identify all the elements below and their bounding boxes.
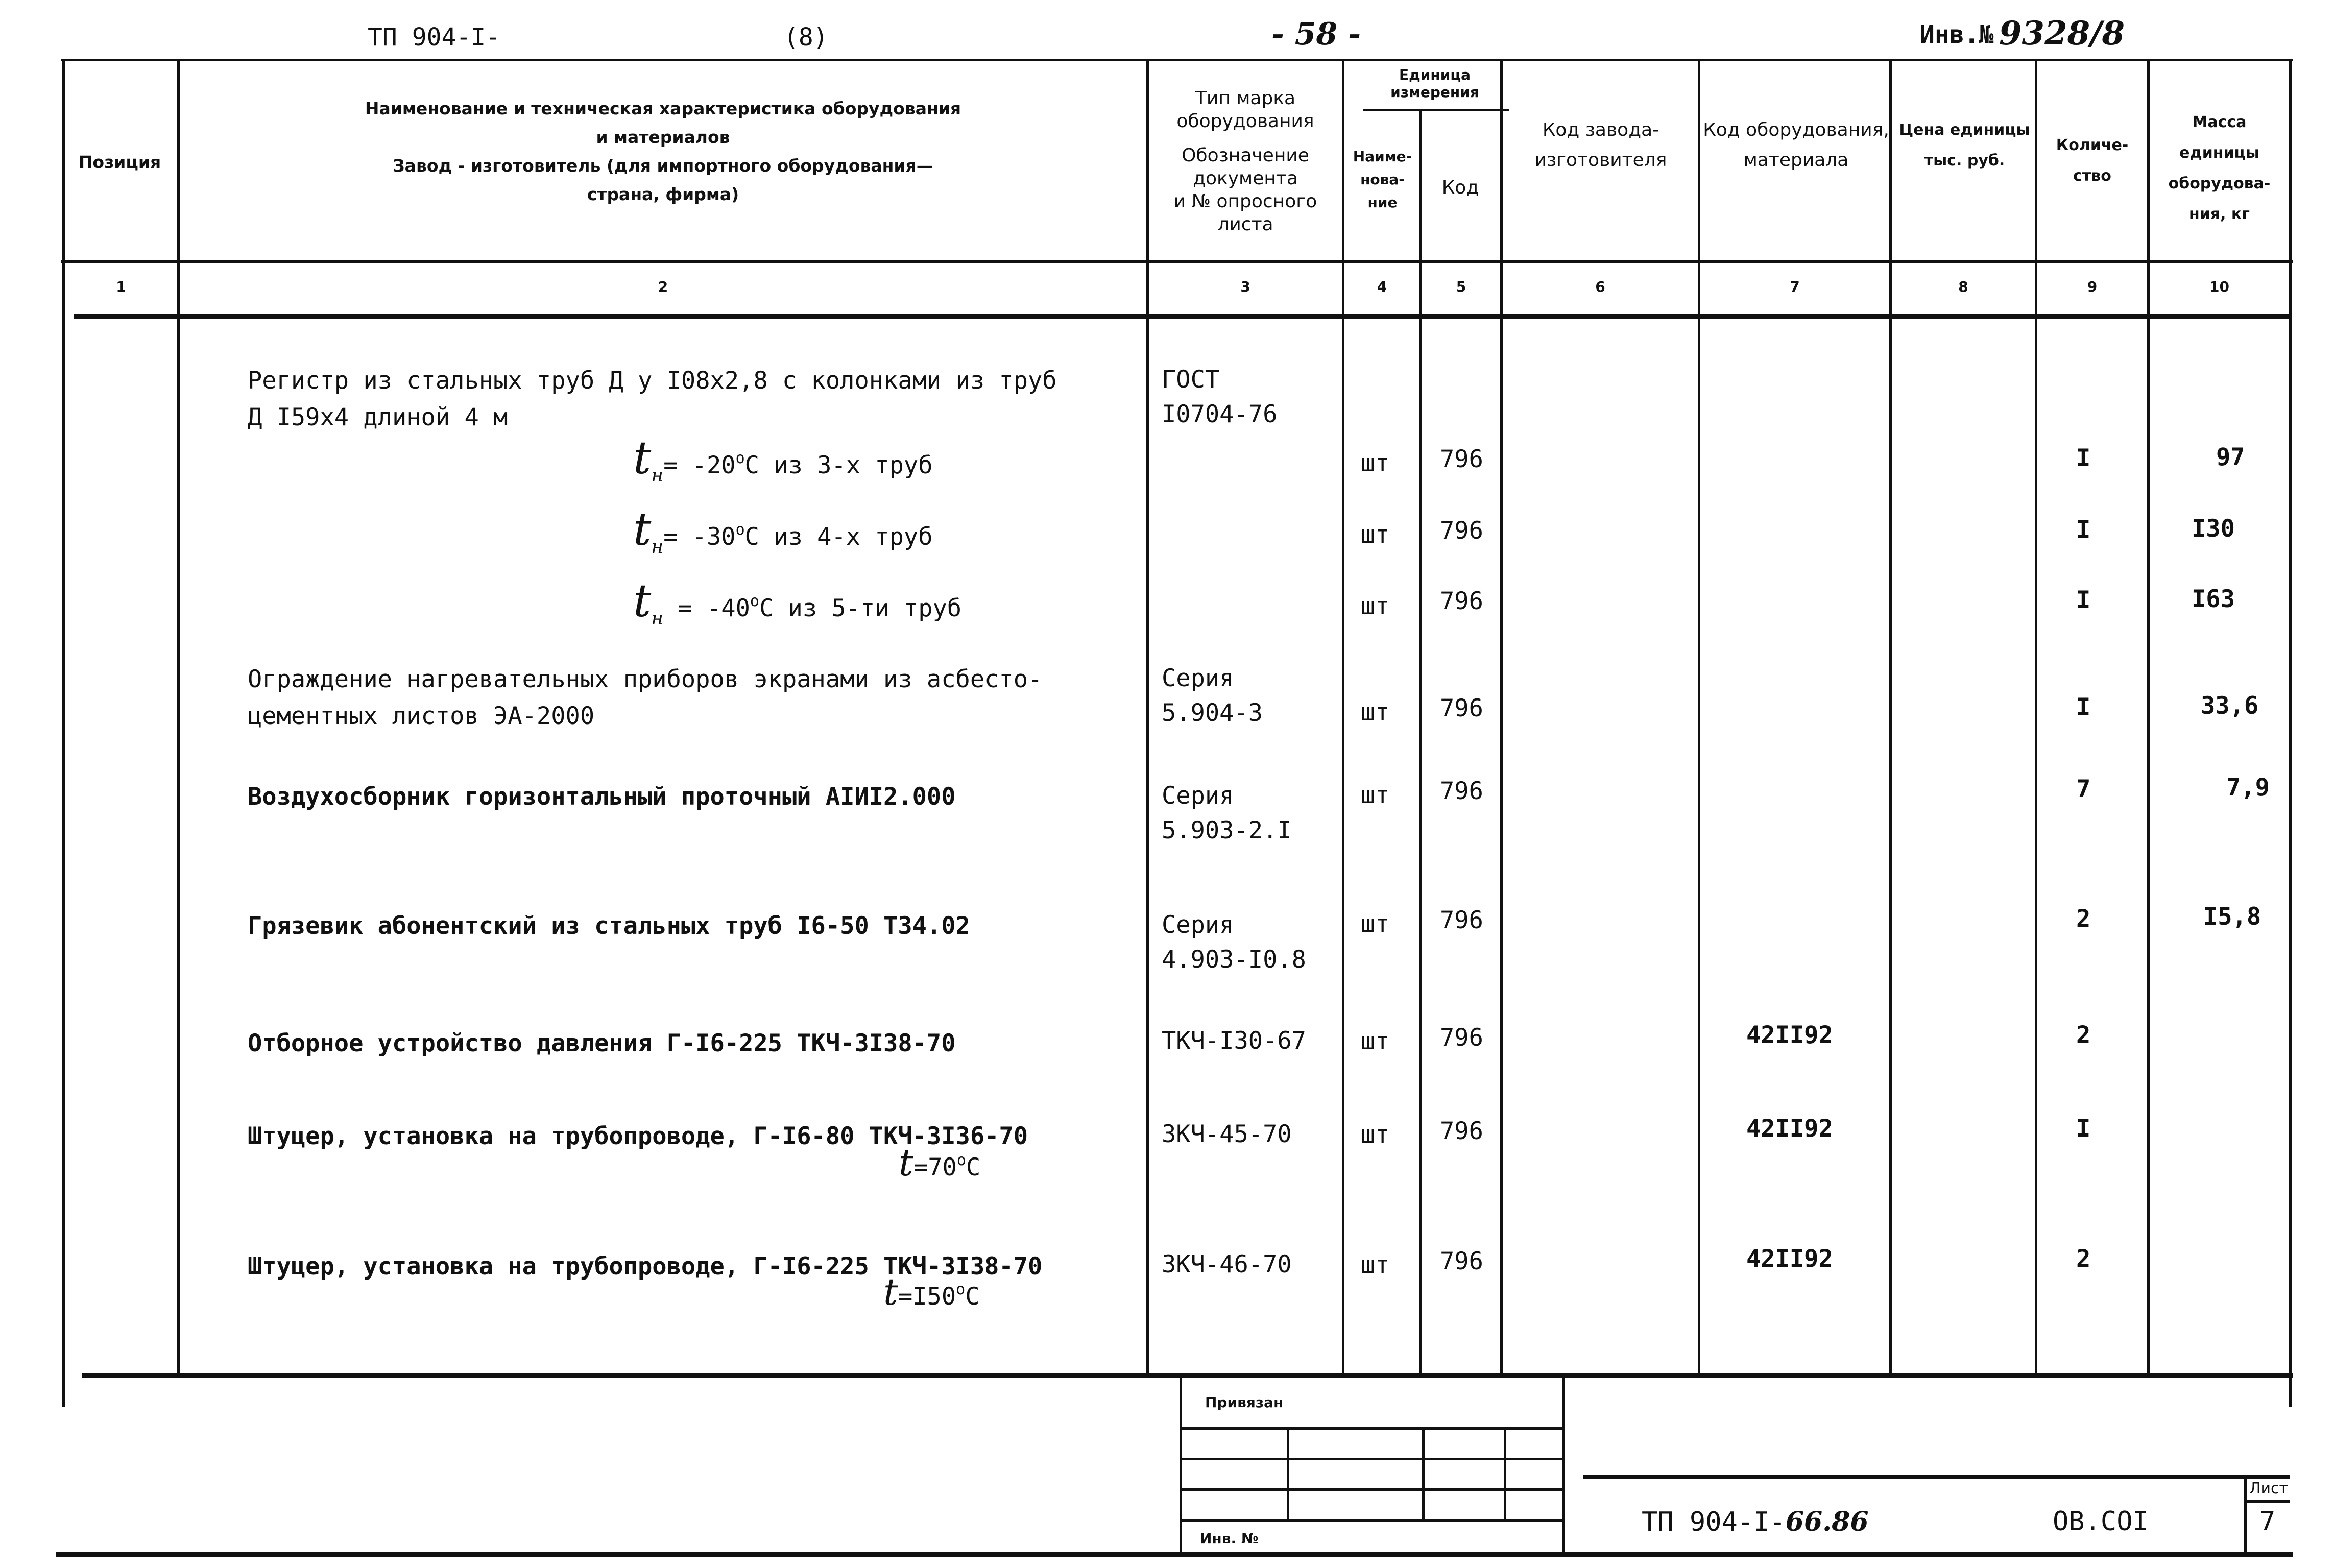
row-1a-rest: С из 3-х труб xyxy=(744,451,933,479)
attached-label: Привязан xyxy=(1205,1394,1284,1411)
row-1b-index: н xyxy=(651,537,664,558)
row-7-qty: 2 xyxy=(2076,1245,2091,1273)
row-7-temp: =I50 xyxy=(898,1283,956,1311)
row-1b-code: 796 xyxy=(1440,517,1483,545)
top-doc-series: ТП 904-I- xyxy=(368,23,501,52)
header-name-line-1: Наименование и техническая характеристика оборудования xyxy=(365,99,961,118)
row-7-doc: ЗКЧ-46-70 xyxy=(1162,1250,1292,1278)
row-6-condition xyxy=(899,1141,980,1184)
stamp-left-border xyxy=(1180,1376,1182,1555)
column-number-8: 8 xyxy=(1958,278,1968,295)
row-2-name: Ограждение нагревательных приборов экранами из асбесто- цементных листов ЭА-2000 xyxy=(248,665,1043,730)
row-6-doc: ЗКЧ-45-70 xyxy=(1162,1120,1292,1148)
row-6-name: Штуцер, установка на трубопроводе, Г-I6-80 ТКЧ-3I36-70 xyxy=(248,1122,1028,1150)
column-number-9: 9 xyxy=(2087,278,2098,295)
row-7-code: 796 xyxy=(1440,1247,1483,1275)
column-number-10: 10 xyxy=(2209,278,2229,295)
row-1b-t: t xyxy=(633,503,652,556)
row-1a-unit: шт xyxy=(1361,449,1390,477)
row-7-t: t xyxy=(883,1270,898,1313)
row-1b-qty: I xyxy=(2076,516,2091,544)
row-1b-mass: I30 xyxy=(2192,515,2235,543)
page-number: - 58 - xyxy=(1271,16,1361,52)
col-divider-2 xyxy=(1146,59,1149,1376)
row-6-unit: шт xyxy=(1361,1121,1390,1149)
row-2-unit: шт xyxy=(1361,698,1390,727)
header-type-line-1: Тип марка xyxy=(1195,88,1296,109)
row-1c-code: 796 xyxy=(1440,587,1483,615)
header-plant-code: Код завода- изготовителя xyxy=(1534,119,1667,171)
sheet-number: 7 xyxy=(2259,1506,2276,1537)
row-7-unit: шт xyxy=(1361,1251,1390,1279)
table-bottom-line xyxy=(82,1373,2293,1378)
stamp-line-4 xyxy=(1180,1519,1562,1522)
header-doc-line-1: Обозначение xyxy=(1182,145,1309,166)
title-block-line xyxy=(1583,1475,2290,1479)
row-7-material-code: 42II92 xyxy=(1746,1245,1833,1273)
col-divider-8 xyxy=(2035,59,2037,1376)
header-doc-line-2: документа xyxy=(1193,168,1298,189)
col-divider-5 xyxy=(1500,59,1503,1376)
column-number-5: 5 xyxy=(1456,278,1466,295)
page-bottom-line xyxy=(56,1552,2293,1557)
inventory-no-label: Инв. № xyxy=(1200,1530,1259,1547)
row-6-rest: С xyxy=(966,1153,981,1181)
row-1b-unit: шт xyxy=(1361,521,1390,549)
sheet-label: Лист xyxy=(2249,1480,2289,1498)
col-divider-6 xyxy=(1698,59,1700,1376)
row-4-doc: Серия 4.903-I0.8 xyxy=(1162,911,1306,974)
row-3-unit: шт xyxy=(1361,781,1390,809)
row-1c-t: t xyxy=(633,574,652,627)
row-7-name: Штуцер, установка на трубопроводе, Г-I6-225 ТКЧ-3I38-70 xyxy=(248,1252,1043,1281)
row-3-mass: 7,9 xyxy=(2226,774,2270,802)
row-1c-unit: шт xyxy=(1361,592,1390,620)
stamp-col-1 xyxy=(1287,1427,1289,1519)
row-2-code: 796 xyxy=(1440,694,1483,722)
row-1c-rest: С из 5-ти труб xyxy=(759,594,962,622)
row-1a-code: 796 xyxy=(1440,445,1483,473)
row-1a-degree: о xyxy=(735,449,745,467)
unit-group-line xyxy=(1363,109,1509,111)
table-top-border xyxy=(61,59,2293,61)
doc-code-base: ТП 904-I- xyxy=(1642,1507,1786,1537)
header-unit-name: Наиме- нова- ние xyxy=(1353,148,1412,211)
header-mass: Масса единицы оборудова- ния, кг xyxy=(2168,113,2271,223)
section-code: ОВ.СОI xyxy=(2053,1506,2149,1537)
row-1b-rest: С из 4-х труб xyxy=(744,523,933,551)
row-1-name: Регистр из стальных труб Д у I08х2,8 с колонками из труб Д I59х4 длиной 4 м xyxy=(248,367,1057,431)
row-5-name: Отборное устройство давления Г-I6-225 ТКЧ-3I38-70 xyxy=(248,1029,956,1057)
row-3-doc: Серия 5.903-2.I xyxy=(1162,782,1292,845)
stamp-right-border xyxy=(1562,1376,1565,1555)
row-7-degree: о xyxy=(956,1281,966,1298)
row-2-doc: Серия 5.904-3 xyxy=(1162,664,1263,727)
column-number-6: 6 xyxy=(1595,278,1605,295)
row-1a-qty: I xyxy=(2076,444,2091,472)
sheet-box-border xyxy=(2244,1475,2247,1554)
header-doc-line-3: и № опросного xyxy=(1173,191,1317,212)
row-1a-index: н xyxy=(651,465,664,486)
row-1c-mass: I63 xyxy=(2192,585,2235,613)
row-3-code: 796 xyxy=(1440,777,1483,805)
col-divider-1 xyxy=(177,59,180,1376)
row-3-qty: 7 xyxy=(2076,775,2091,803)
header-price: Цена единицы тыс. руб. xyxy=(1899,121,2030,170)
row-6-qty: I xyxy=(2076,1115,2091,1143)
row-1a-t: t xyxy=(633,431,652,484)
column-number-3: 3 xyxy=(1240,278,1250,295)
sheet-box-line xyxy=(2244,1500,2290,1503)
row-5-material-code: 42II92 xyxy=(1746,1021,1833,1049)
header-unit-group: Единица измерения xyxy=(1390,66,1479,101)
row-4-code: 796 xyxy=(1440,906,1483,934)
row-1b-degree: о xyxy=(735,521,745,539)
header-name-line-4: страна, фирма) xyxy=(587,184,739,205)
header-bottom-line xyxy=(61,260,2293,263)
row-2-qty: I xyxy=(2076,693,2091,721)
row-1a-mass: 97 xyxy=(2216,443,2245,471)
row-1c-qty: I xyxy=(2076,586,2091,614)
row-6-degree: о xyxy=(956,1151,966,1169)
row-6-material-code: 42II92 xyxy=(1746,1115,1833,1143)
stamp-col-3 xyxy=(1504,1427,1506,1519)
inventory-number: 9328/8 xyxy=(1999,14,2125,53)
col-divider-3 xyxy=(1342,59,1344,1376)
row-1a-temp: = -20 xyxy=(663,451,736,479)
row-5-code: 796 xyxy=(1440,1024,1483,1052)
column-number-line xyxy=(74,314,2290,319)
row-4-name: Грязевик абонентский из стальных труб I6-50 Т34.02 xyxy=(248,912,970,940)
header-equipment-code: Код оборудования, материала xyxy=(1703,119,1889,171)
row-7-rest: С xyxy=(965,1283,980,1311)
row-1c-degree: о xyxy=(750,592,759,610)
row-1-doc: ГОСТ I0704-76 xyxy=(1162,366,1278,428)
left-border xyxy=(62,59,65,1407)
row-6-t: t xyxy=(899,1141,913,1184)
column-number-1: 1 xyxy=(116,278,126,295)
row-1b-condition xyxy=(633,503,933,558)
row-5-unit: шт xyxy=(1361,1027,1390,1055)
row-6-code: 796 xyxy=(1440,1117,1483,1145)
doc-code xyxy=(1642,1506,1869,1537)
row-3-name: Воздухосборник горизонтальный проточный АIИI2.000 xyxy=(248,783,956,811)
col-divider-7 xyxy=(1889,59,1892,1376)
doc-code-suffix: 66.86 xyxy=(1785,1506,1869,1537)
col-divider-9 xyxy=(2147,59,2150,1376)
row-5-doc: ТКЧ-I30-67 xyxy=(1162,1027,1306,1055)
header-position: Позиция xyxy=(78,152,161,172)
header-name-line-3: Завод - изготовитель (для импортного оборудования— xyxy=(393,156,933,176)
row-1c-index: н xyxy=(651,608,664,629)
row-1c-temp: = -40 xyxy=(663,594,750,622)
inventory-label: Инв.№ xyxy=(1920,20,1994,49)
row-7-condition xyxy=(883,1270,979,1313)
row-6-temp: =70 xyxy=(913,1153,957,1181)
row-5-qty: 2 xyxy=(2076,1021,2091,1049)
header-name-line-2: и материалов xyxy=(596,127,730,148)
row-1b-temp: = -30 xyxy=(663,523,736,551)
header-unit-code: Код xyxy=(1441,177,1479,198)
column-number-7: 7 xyxy=(1790,278,1800,295)
stamp-col-2 xyxy=(1422,1427,1425,1519)
header-type-line-2: оборудования xyxy=(1176,111,1314,132)
col-divider-4 xyxy=(1419,109,1422,1375)
right-border xyxy=(2289,59,2292,1407)
row-4-unit: шт xyxy=(1361,910,1390,938)
row-4-mass: I5,8 xyxy=(2203,903,2261,931)
column-number-4: 4 xyxy=(1377,278,1387,295)
row-1c-condition xyxy=(633,574,961,629)
top-sheet-paren: (8) xyxy=(784,23,828,52)
row-1a-condition xyxy=(633,431,933,486)
column-number-2: 2 xyxy=(658,278,668,295)
row-4-qty: 2 xyxy=(2076,905,2091,933)
header-quantity: Количе- ство xyxy=(2056,136,2129,185)
header-doc-line-4: листа xyxy=(1217,214,1273,235)
row-2-mass: 33,6 xyxy=(2201,692,2259,720)
